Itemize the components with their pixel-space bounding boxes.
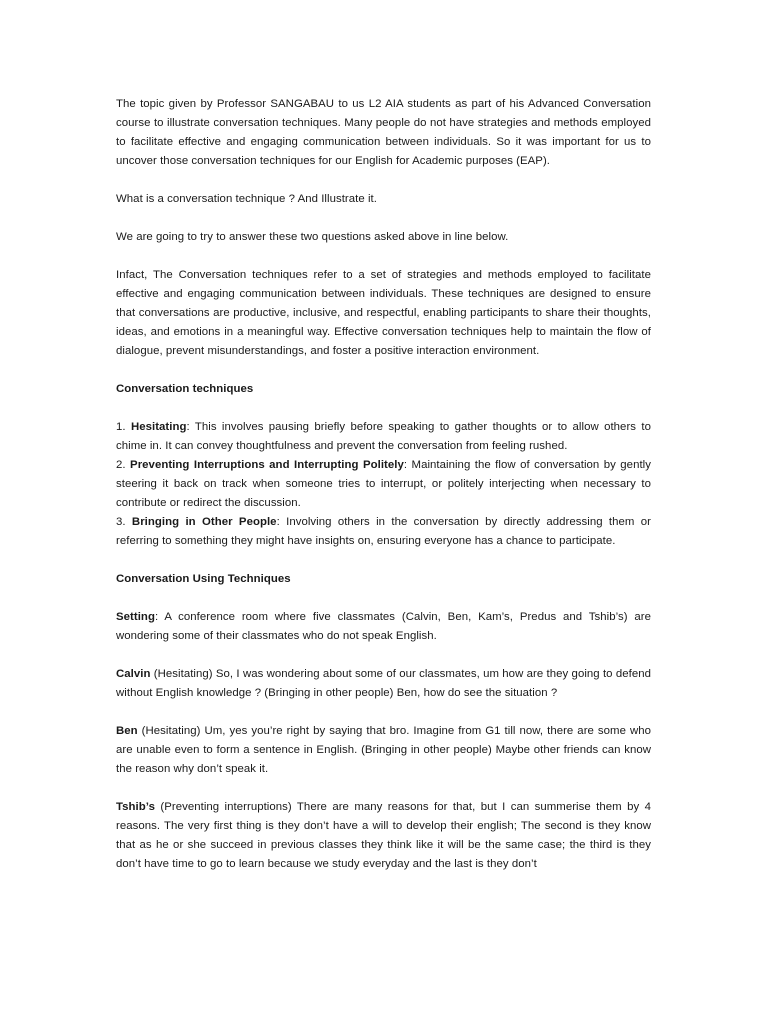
technique-term: Bringing in Other People xyxy=(131,516,277,528)
technique-description: : Maintaining the flow of conversation by gently steering it back on track when someone tries to interrupt, or politely interjecting when necessary to contribute or redirect the discussion. xyxy=(116,459,651,509)
dialogue-tshibs xyxy=(116,798,651,874)
technique-description: : This involves pausing briefly before speaking to gather thoughts or to allow others to chime in. It can convey thoughtfulness and prevent the conversation from feeling rushed. xyxy=(116,421,651,452)
setting-text: : A conference room where five classmates (Calvin, Ben, Kam’s, Predus and Tshib’s) are wondering some of their classmates who do not speak English. xyxy=(116,611,651,642)
setting-paragraph xyxy=(116,608,651,646)
dialogue-text: (Preventing interruptions) There are many reasons for that, but I can summerise them by 4 reasons. The very first thing is they don’t have a will to develop their english; The second is they know that as he or she succeed in previous classes they think like it will be the same case; the third is they don’t have time to go to learn because we study everyday and the last is they don’t xyxy=(116,801,651,870)
techniques-heading: Conversation techniques xyxy=(116,383,254,395)
dialogue-text: (Hesitating) So, I was wondering about some of our classmates, um how are they going to defend without English knowledge ? (Bringing in other people) Ben, how do see the situation ? xyxy=(116,668,651,699)
dialogue-calvin xyxy=(116,665,651,703)
technique-item-hesitating xyxy=(116,418,651,456)
speaker-name: Calvin xyxy=(116,668,151,680)
technique-term: Preventing Interruptions and Interrupting Politely xyxy=(130,459,404,471)
technique-number: 2. xyxy=(116,459,131,471)
technique-item-bringing-in-others xyxy=(116,513,651,551)
technique-number: 3. xyxy=(116,516,132,528)
intro-paragraph: The topic given by Professor SANGABAU to us L2 AIA students as part of his Advanced Conversation course to illustrate conversation techniques. Many people do not have strategies and methods employed to facilitate effective and engaging communication between individuals. So it was important for us to uncover those conversation techniques for our English for Academic purposes (EAP). xyxy=(116,98,651,167)
document-page xyxy=(116,95,651,893)
question-paragraph: What is a conversation technique ? And Illustrate it. xyxy=(116,193,377,205)
dialogue-ben xyxy=(116,722,651,779)
technique-description: : Involving others in the conversation by directly addressing them or referring to something they might have insights on, ensuring everyone has a chance to participate. xyxy=(116,516,651,547)
answer-intro-paragraph: We are going to try to answer these two questions asked above in line below. xyxy=(116,231,509,243)
speaker-name: Ben xyxy=(116,725,138,737)
technique-number: 1. xyxy=(116,421,131,433)
setting-label: Setting xyxy=(116,611,155,623)
technique-term: Hesitating xyxy=(130,421,187,433)
usage-heading: Conversation Using Techniques xyxy=(116,573,291,585)
dialogue-text: (Hesitating) Um, yes you’re right by saying that bro. Imagine from G1 till now, there are some who are unable even to form a sentence in English. (Bringing in other people) Maybe other friends can know the reason why don’t speak it. xyxy=(116,725,651,775)
speaker-name: Tshib’s xyxy=(116,801,155,813)
definition-paragraph: Infact, The Conversation techniques refer to a set of strategies and methods employed to facilitate effective and engaging communication between individuals. These techniques are designed to ensure that conversations are productive, inclusive, and respectful, enabling participants to share their thoughts, ideas, and emotions in a meaningful way. Effective conversation techniques help to maintain the flow of dialogue, prevent misunderstandings, and foster a positive interaction environment. xyxy=(116,269,651,357)
technique-item-preventing-interruptions xyxy=(116,456,651,513)
